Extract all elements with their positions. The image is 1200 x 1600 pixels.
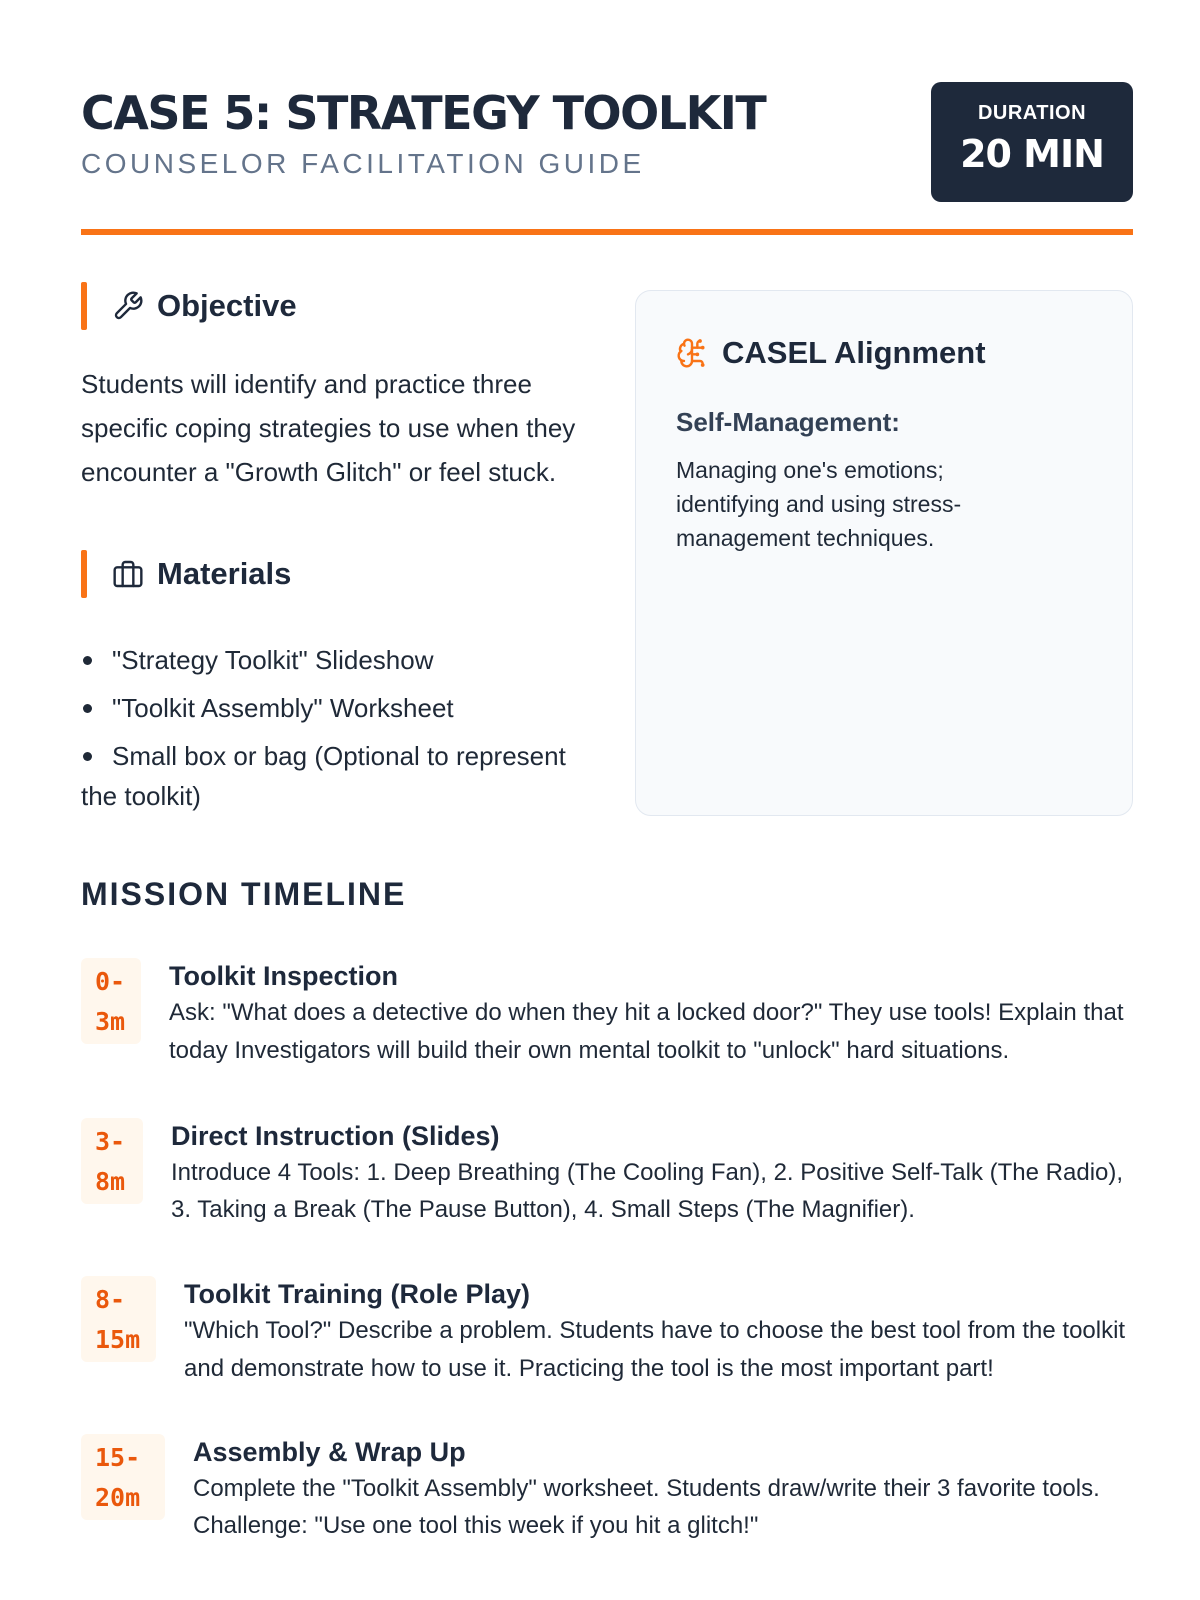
list-item [81,640,581,680]
timeline-time-badge: 8-15m [81,1276,156,1362]
section-accent-bar [81,282,87,330]
timeline-item [81,1434,1133,1544]
objective-text: Students will identify and practice three specific coping strategies to use when they encounter a "Growth Glitch" or feel stuck. [81,369,576,487]
timeline-heading: Direct Instruction (Slides) [171,1121,500,1151]
bullet-icon [83,752,92,761]
header-divider [81,229,1133,235]
materials-list [81,640,581,824]
list-item [81,736,581,816]
duration-label: DURATION [977,102,1087,124]
bullet-icon [83,656,92,665]
materials-header [81,550,291,598]
timeline-item [81,1118,1133,1228]
timeline-body [171,1118,1133,1228]
section-accent-bar [81,550,87,598]
material-label: "Toolkit Assembly" Worksheet [112,693,454,723]
timeline-description: "Which Tool?" Describe a problem. Students have to choose the best tool from the toolkit and demonstrate how to use it. Practicing the tool is the most important part! [184,1317,1126,1382]
page-header [81,80,1133,202]
timeline-item [81,958,1133,1068]
material-label: "Strategy Toolkit" Slideshow [112,645,434,675]
timeline-body [193,1434,1133,1544]
facilitation-guide-page [81,0,1133,1600]
timeline-time-badge: 3-8m [81,1118,143,1204]
timeline-time-badge: 0-3m [81,958,141,1044]
duration-value: 20 MIN [960,132,1104,176]
casel-alignment-card [635,290,1133,816]
timeline-heading: Toolkit Inspection [169,961,398,991]
timeline-title: MISSION TIMELINE [81,876,407,912]
casel-title: CASEL Alignment [722,335,986,370]
list-item [81,688,581,728]
timeline-item [81,1276,1133,1386]
timeline-heading: Toolkit Training (Role Play) [184,1279,531,1309]
wrench-icon [111,289,145,323]
timeline-time-badge: 15-20m [81,1434,165,1520]
page-subtitle: COUNSELOR FACILITATION GUIDE [81,148,645,179]
briefcase-icon [111,557,145,591]
casel-description: Managing one's emotions; identifying and using stress-management techniques. [676,457,962,551]
duration-badge [931,82,1133,202]
material-label: Small box or bag (Optional to represent the toolkit) [81,741,566,811]
casel-header [676,335,986,371]
timeline-body [184,1276,1133,1388]
page-title: CASE 5: STRATEGY TOOLKIT [81,86,766,140]
timeline-description: Introduce 4 Tools: 1. Deep Breathing (The Cooling Fan), 2. Positive Self-Talk (The Radio), 3. Taking a Break (The Pause Button), 4. Small Steps (The Magnifier). [171,1159,1124,1223]
objective-header [81,282,297,330]
timeline-description: Complete the "Toolkit Assembly" worksheet. Students draw/write their 3 favorite tools. Challenge: "Use one tool this week if you hit a glitch!" [193,1475,1100,1539]
objective-title: Objective [157,288,297,323]
timeline-body [169,958,1133,1070]
bullet-icon [83,704,92,713]
brain-icon [676,337,708,369]
timeline-description: Ask: "What does a detective do when they hit a locked door?" They use tools! Explain that today Investigators will build their own mental toolkit to "unlock" hard situations. [169,999,1124,1064]
materials-title: Materials [157,556,292,591]
casel-competency: Self-Management: [676,407,900,437]
timeline-heading: Assembly & Wrap Up [193,1437,466,1467]
